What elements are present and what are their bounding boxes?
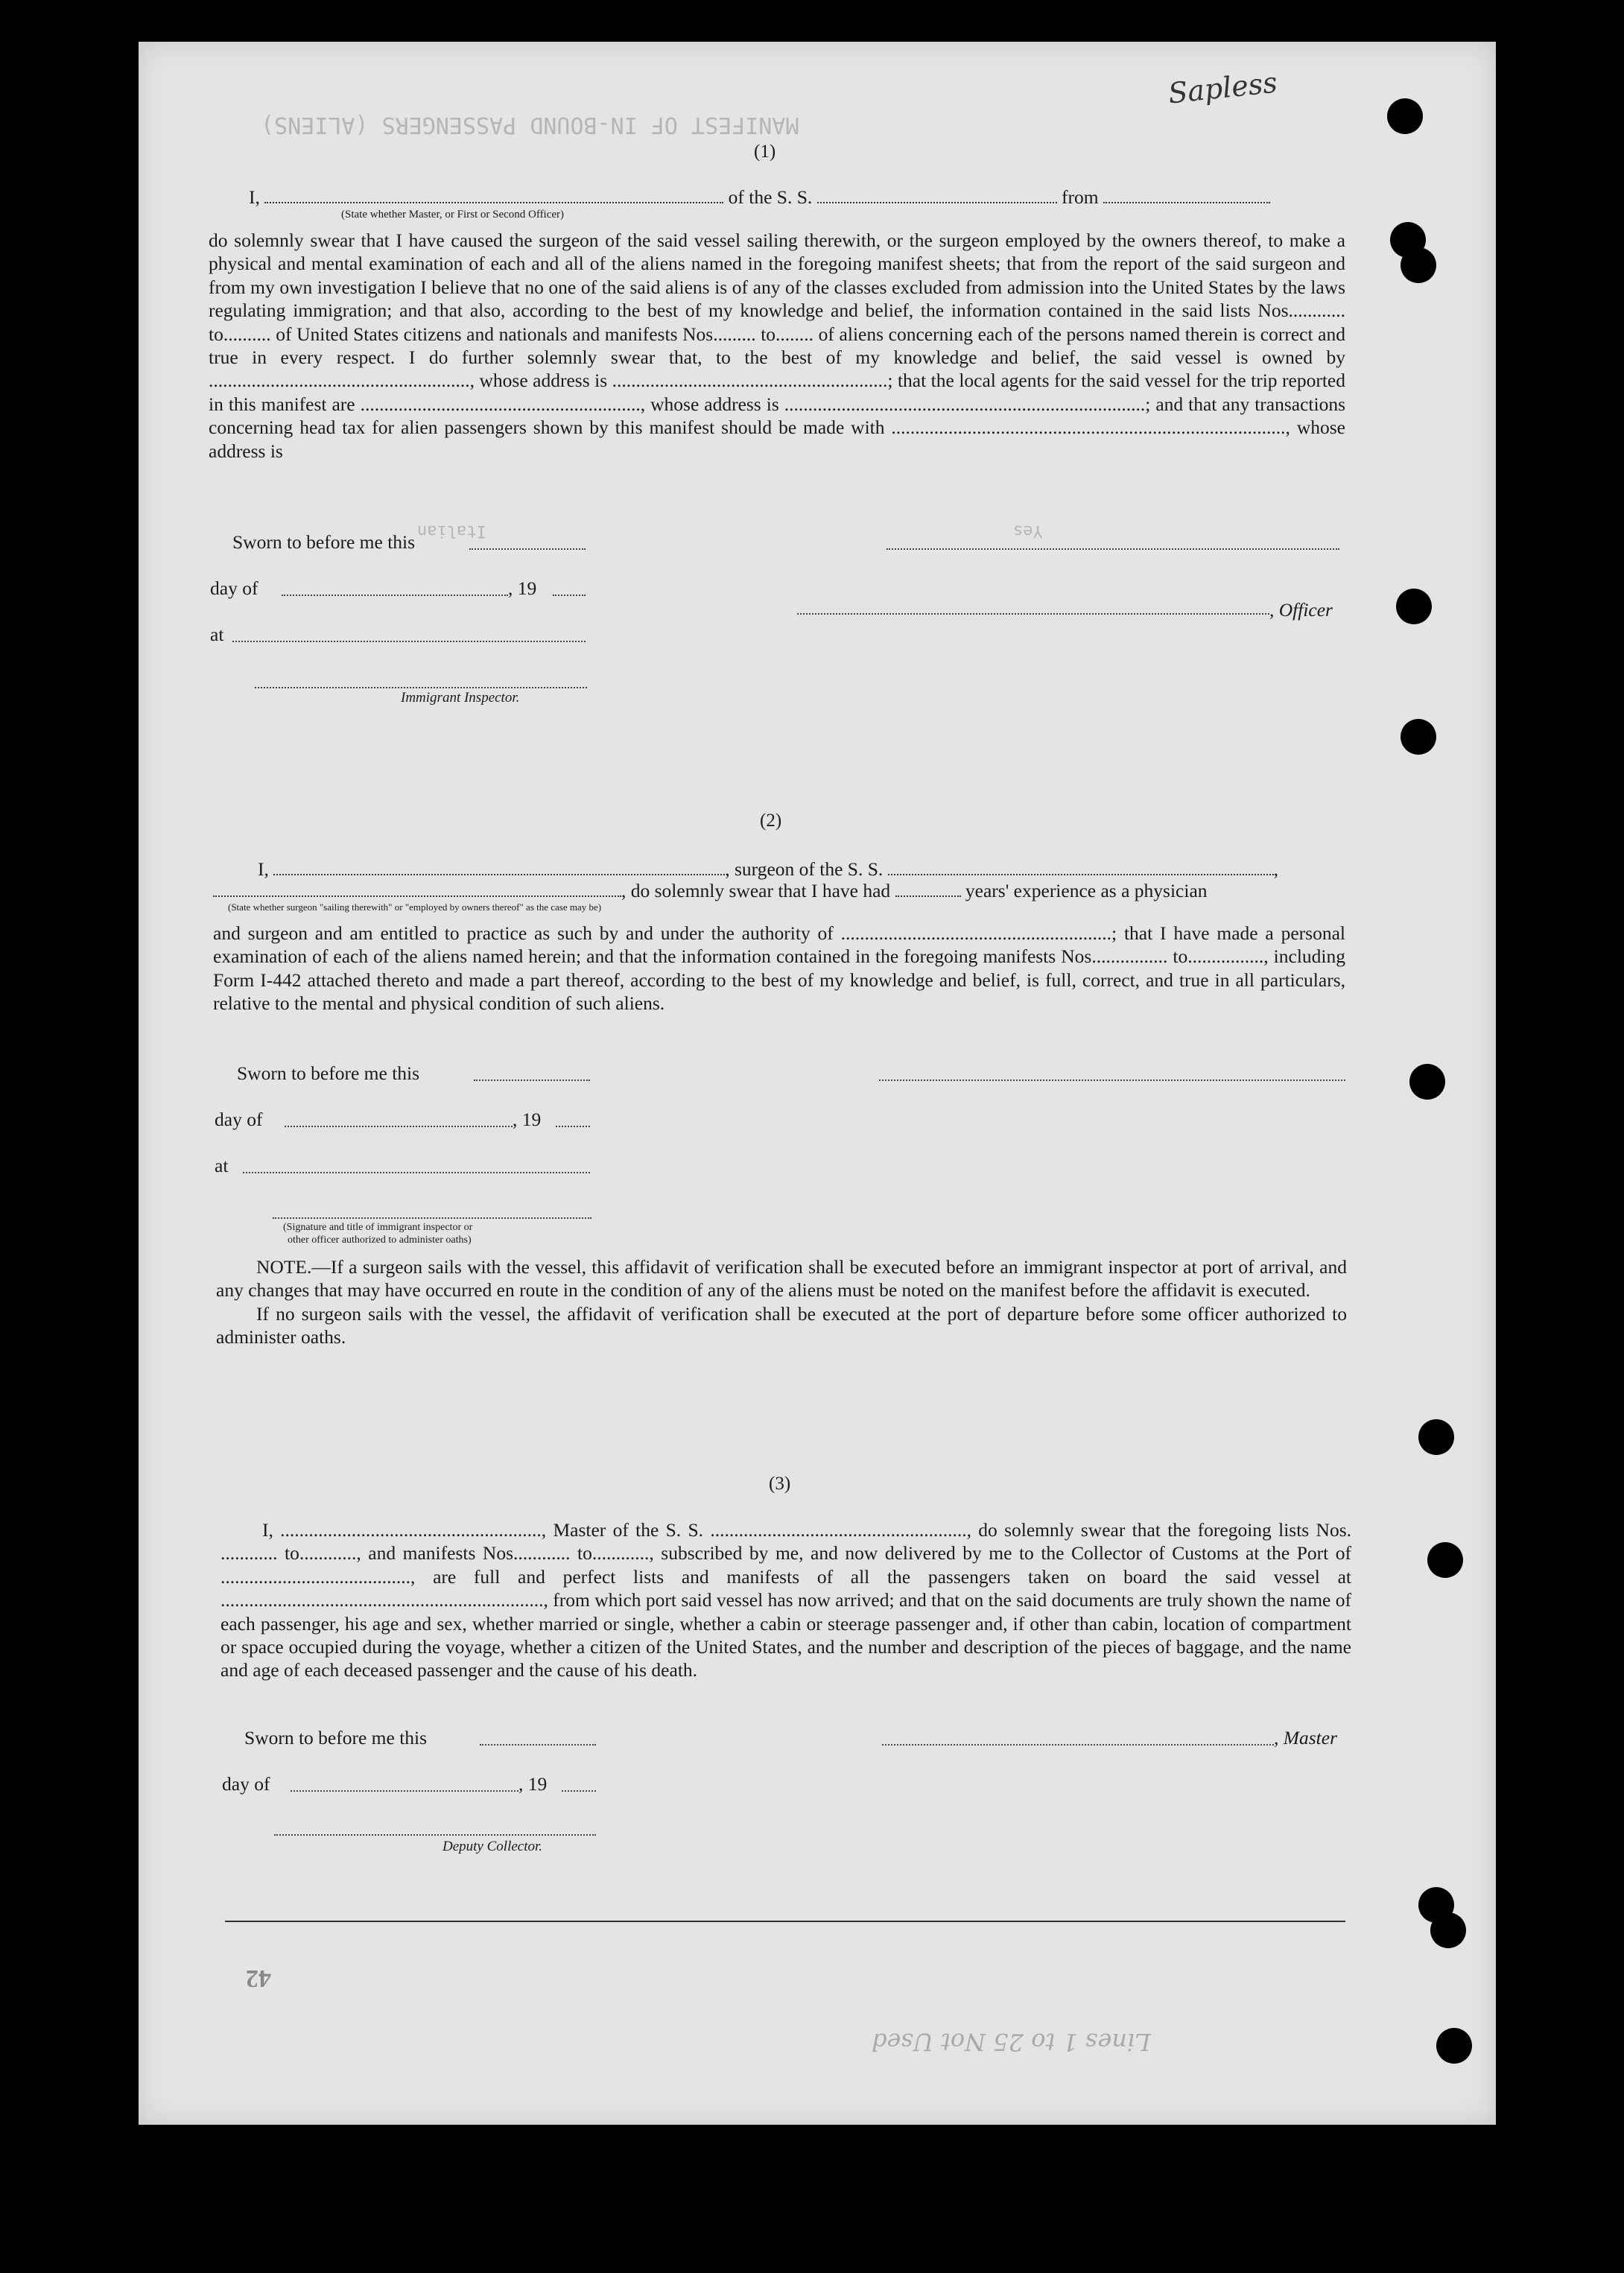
section-1-sub-caption: (State whether Master, or First or Second Officer): [341, 209, 565, 221]
at-field[interactable]: [243, 1172, 590, 1173]
at-field[interactable]: [232, 641, 586, 642]
vessel-field[interactable]: [817, 187, 1057, 203]
section-1-from-label: from: [1062, 186, 1099, 208]
officer-signature-line[interactable]: [886, 548, 1339, 550]
page-number: 42: [246, 1965, 271, 1992]
section-1-oath-text: do solemnly swear that I have caused the surgeon of the said vessel sailing therewith, or the surgeon employed by the owners thereof, to make a physical and mental examination of each and all of the aliens named in the foregoing manifest sheets; that from the report of the said surgeon and from my own investigation I believe that no one of the said aliens is of any of the classes excluded from admission into the United States by the laws regulating immigration; and that also, according to the best of my knowledge and belief, the information contained in the said lists Nos............ to.......... of United States citizens and nationals and manifests Nos......... to........ of aliens concerning each of the persons named therein is correct and true in every respect. I do further solemnly swear that, to the best of my knowledge and belief, the said vessel is owned by ......................................................., whose address is ..........................................................; that the local agents for the said vessel for the trip reported in this manifest are ..........................................................., whose address is ............................................................................; and that any transactions concerning head tax for alien passengers shown by this manifest should be made with ..................................................................................., whose address is: [209, 229, 1345, 462]
master-label: , Master: [1274, 1727, 1337, 1749]
section-2-first-line: I, , surgeon of the S. S. ,: [258, 858, 1279, 880]
sworn-label: Sworn to before me this: [244, 1727, 428, 1749]
punch-hole: [1409, 1064, 1445, 1100]
bottom-rule: [225, 1921, 1345, 1922]
bleed-through-text: Yes: [1013, 522, 1043, 540]
day-label: day of: [222, 1773, 270, 1795]
sworn-date-field[interactable]: [469, 548, 586, 550]
sworn-label: Sworn to before me this: [232, 531, 416, 553]
punch-hole: [1401, 719, 1436, 755]
punch-hole: [1396, 589, 1432, 624]
handwritten-annotation: Lines 1 to 25 Not Used: [872, 2028, 1151, 2056]
deputy-signature-line[interactable]: [274, 1834, 596, 1836]
day-field[interactable]: [285, 1126, 513, 1127]
surgeon-name-field[interactable]: [273, 859, 725, 875]
from-field[interactable]: [1103, 187, 1270, 203]
section-2-sub-caption: (State whether surgeon "sailing therewith" or "employed by owners thereof" as the case may be): [228, 901, 602, 913]
section-3-body: [221, 1518, 1351, 1682]
punch-hole: [1401, 247, 1436, 283]
years-field[interactable]: [895, 881, 961, 897]
year-label: , 19: [513, 1109, 542, 1130]
handwritten-annotation: Sapless: [1167, 66, 1279, 110]
sworn-date-field[interactable]: [480, 1744, 596, 1746]
section-2-number: (2): [760, 811, 782, 831]
surgeon-vessel-field[interactable]: [888, 859, 1274, 875]
year-label: , 19: [508, 577, 537, 599]
punch-hole: [1427, 1542, 1463, 1578]
section-2-body: [213, 922, 1345, 1015]
section-1-body: [209, 229, 1345, 463]
section-1-first-line: [249, 186, 1270, 209]
section-2-second-line: , do solemnly swear that I have had years' experience as a physician: [213, 880, 1208, 902]
master-signature-line[interactable]: [882, 1744, 1274, 1746]
section-3-oath-text: I, ......................................................., Master of the S. S. ......................................................, do solemnly swear that the foregoing lists Nos. ............ to............, and manifests Nos............ to............, subscribed by me, and now delivered by me to the Collector of Customs at the Port of ........................................, are full and perfect lists and manifests of all the passengers taken on board the said vessel at ...................................................................., from which port said vessel has now arrived; and that on the said documents are truly shown the name of each passenger, his age and sex, whether married or single, whether a cabin or steerage passenger and, if other than cabin, location of compartment or space occupied during the voyage, whether a citizen of the United States, and the number and description of the pieces of baggage, and the name and age of each deceased passenger and the cause of his death.: [221, 1519, 1351, 1681]
bleed-through-text: MANIFEST OF IN-BOUND PASSENGERS (ALIENS): [261, 112, 799, 138]
name-field[interactable]: [264, 187, 723, 203]
signature-caption: other officer authorized to administer oaths): [288, 1234, 472, 1246]
inspector-caption: Immigrant Inspector.: [401, 690, 520, 706]
note-block: [216, 1255, 1347, 1349]
inspector-signature-line[interactable]: [273, 1217, 591, 1219]
year-field[interactable]: [556, 1126, 590, 1127]
inspector-signature-line[interactable]: [255, 687, 587, 688]
day-label: day of: [215, 1109, 263, 1130]
at-label: at: [210, 624, 224, 645]
deputy-caption: Deputy Collector.: [443, 1839, 543, 1854]
sworn-label: Sworn to before me this: [237, 1062, 420, 1084]
surgeon-status-field[interactable]: [213, 881, 621, 897]
section-1-i: I,: [249, 186, 260, 208]
at-label: at: [215, 1155, 229, 1176]
punch-hole: [1436, 2028, 1472, 2064]
section-2-oath-text: and surgeon and am entitled to practice as such by and under the authority of .........................................................; that I have made a personal examination of each of the aliens named herein; and that the information contained in the foregoing manifests Nos................ to................, including Form I-442 attached thereto and made a part thereof, according to the best of my knowledge and belief, is full, correct, and true in all particulars, relative to the mental and physical condition of such aliens.: [213, 922, 1345, 1015]
punch-hole: [1387, 98, 1423, 134]
section-1-number: (1): [754, 142, 776, 162]
day-field[interactable]: [291, 1790, 518, 1792]
section-3-number: (3): [769, 1474, 791, 1494]
day-field[interactable]: [282, 595, 508, 596]
surgeon-signature-line[interactable]: [879, 1080, 1345, 1081]
bleed-through-text: Italian: [417, 522, 486, 540]
year-label: , 19: [518, 1773, 548, 1795]
note-surgeon-sails: NOTE.—If a surgeon sails with the vessel, this affidavit of verification shall be executed before an immigrant inspector at port of arrival, and any changes that may have occurred en route in the condition of any of the aliens must be noted on the manifest before the affidavit is executed.: [216, 1256, 1347, 1302]
officer-label: , Officer: [1269, 599, 1333, 621]
year-field[interactable]: [553, 595, 586, 596]
section-1-ss-label: of the S. S.: [728, 186, 813, 208]
punch-hole: [1418, 1419, 1454, 1455]
day-label: day of: [210, 577, 258, 599]
year-field[interactable]: [562, 1790, 596, 1792]
note-no-surgeon: If no surgeon sails with the vessel, the affidavit of verification shall be executed at the port of departure before some officer authorized to administer oaths.: [216, 1302, 1347, 1348]
sworn-date-field[interactable]: [474, 1080, 590, 1081]
signature-caption: (Signature and title of immigrant inspector or: [283, 1222, 473, 1233]
punch-hole: [1430, 1912, 1466, 1948]
officer-signature-line[interactable]: [797, 613, 1269, 615]
